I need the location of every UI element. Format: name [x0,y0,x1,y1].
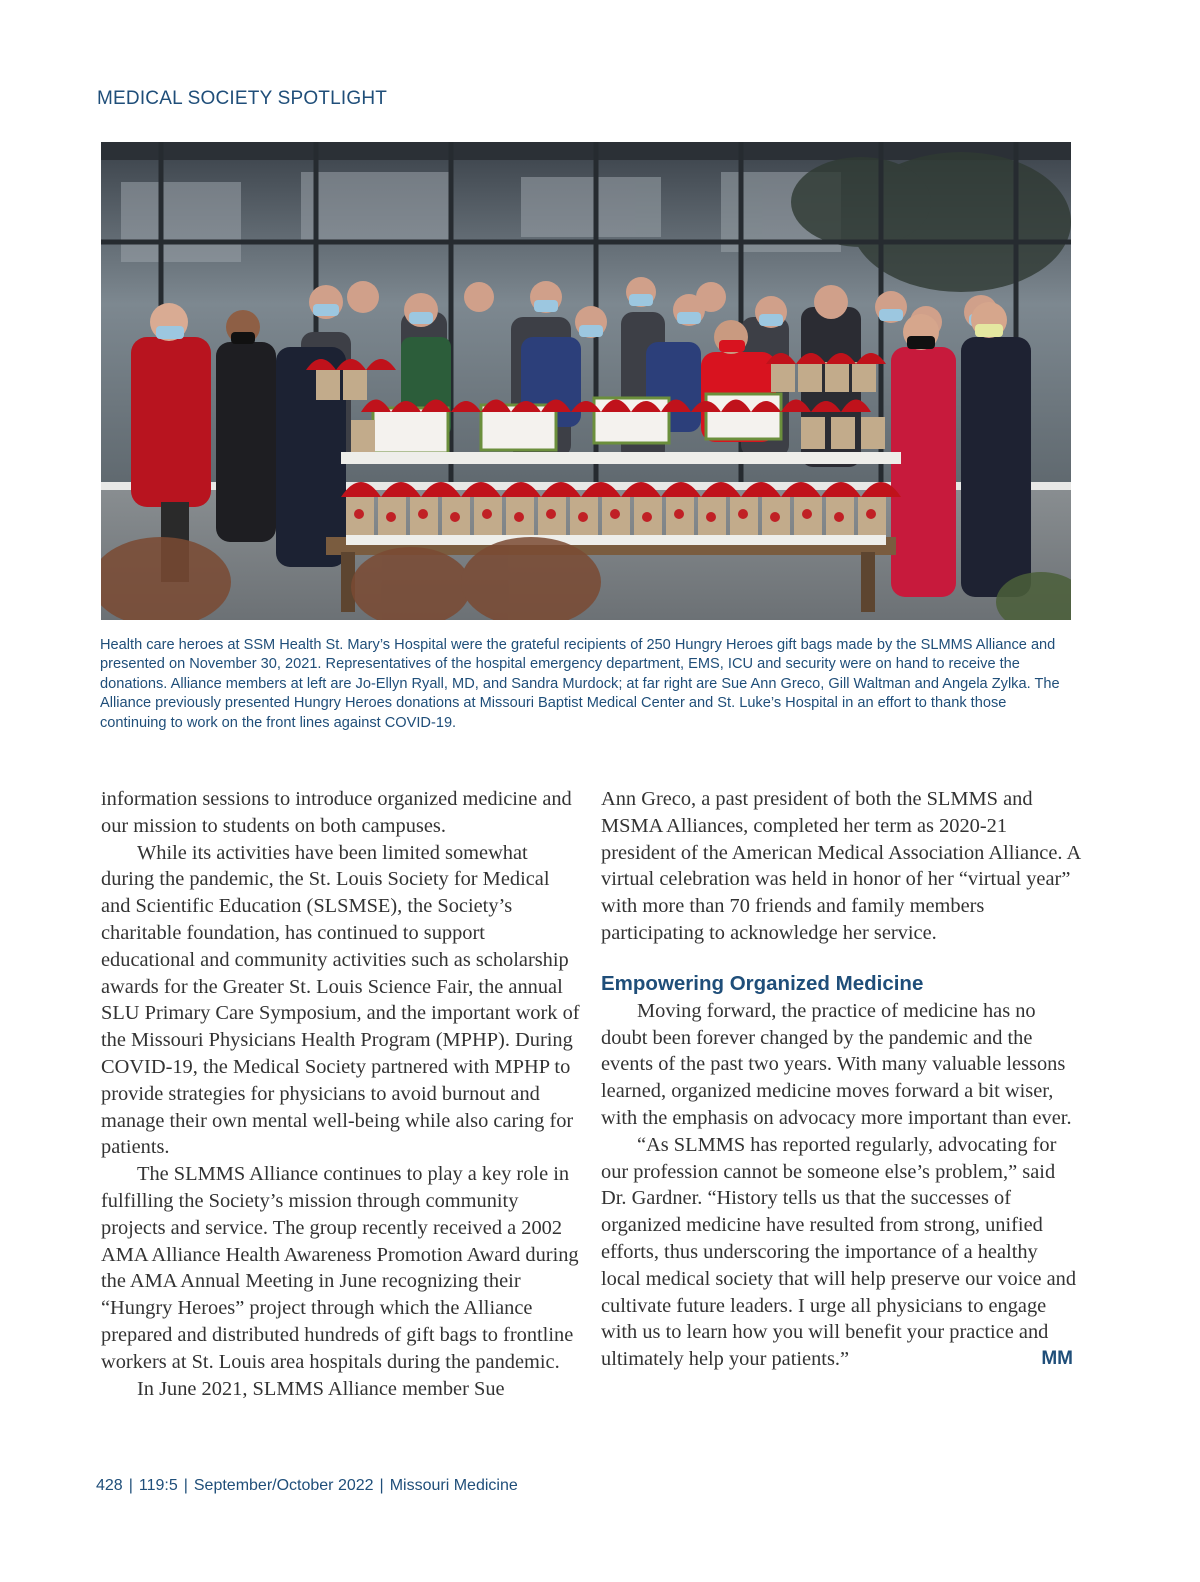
footer-separator: | [128,1477,133,1494]
journal-name: Missouri Medicine [389,1477,518,1494]
section-heading: Empowering Organized Medicine [601,971,924,995]
group-photo [101,142,1071,620]
footer-separator: | [183,1477,188,1494]
paragraph: information sessions to introduce organized medicine and our mission to students on both campuses. [101,788,572,837]
body-column-left [101,786,581,1402]
end-mark: MM [1041,1348,1073,1370]
paragraph: Moving forward, the practice of medicine has no doubt been forever changed by the pandemic and the events of the past two years. With many valuable lessons learned, organized medicine moves forward a bit wiser, with the emphasis on advocacy more important than ever. [601,999,1072,1129]
group-photo-illustration [101,142,1071,620]
issue-date: September/October 2022 [193,1477,374,1494]
issue-number: 119:5 [138,1477,178,1494]
page-footer [96,1477,518,1495]
section-label: MEDICAL SOCIETY SPOTLIGHT [97,88,388,109]
paragraph: While its activities have been limited somewhat during the pandemic, the St. Louis Society for Medical and Scientific Education (SLSMSE), the Society’s charitable foundation, has continued to support educational and community activities such as scholarship awards for the Greater St. Louis Science Fair, the annual SLU Primary Care Symposium, and the important work of the Missouri Physicians Health Program (MPHP). During COVID-19, the Medical Society partnered with MPHP to provide strategies for physicians to avoid burnout and manage their own mental well-being while also caring for patients. [101,841,580,1159]
paragraph-text: “As SLMMS has reported regularly, advocating for our profession cannot be someone else’s problem,” said Dr. Gardner. “History tells us that the successes of organized medicine have resulted from strong, unified efforts, thus underscoring the importance of a healthy local medical society that will help preserve our voice and cultivate future leaders. I urge all physicians to engage with us to learn how you will benefit your practice and ultimately help your patients.” [601,1133,1077,1371]
paragraph: Ann Greco, a past president of both the SLMMS and MSMA Alliances, completed her term as 2020-21 president of the American Medical Association Alliance. A virtual celebration was held in honor of her “virtual year” with more than 70 friends and family members participating to acknowledge her service. [601,788,1081,944]
paragraph-final [601,1132,1081,1373]
body-column-right [601,786,1081,1373]
footer-separator: | [379,1477,384,1494]
photo-caption: Health care heroes at SSM Health St. Mary’s Hospital were the grateful recipients of 250 Hungry Heroes gift bags made by the SLMMS Alliance and presented on November 30, 2021. Representatives of the hospital emergency department, EMS, ICU and security were on hand to receive the donations. Alliance members at left are Jo-Ellyn Ryall, MD, and Sandra Murdock; at far right are Sue Ann Greco, Gill Waltman and Angela Zylka. The Alliance previously presented Hungry Heroes donations at Missouri Baptist Medical Center and St. Luke’s Hospital in an effort to thank those continuing to work on the front lines against COVID-19. [100,637,1060,731]
paragraph: In June 2021, SLMMS Alliance member Sue [137,1377,505,1400]
page-number: 428 [96,1477,123,1494]
paragraph: The SLMMS Alliance continues to play a key role in fulfilling the Society’s mission through community projects and service. The group recently received a 2002 AMA Alliance Health Awareness Promotion Award during the AMA Annual Meeting in June recognizing their “Hungry Heroes” project through which the Alliance prepared and distributed hundreds of gift bags to frontline workers at St. Louis area hospitals during the pandemic. [101,1163,579,1373]
